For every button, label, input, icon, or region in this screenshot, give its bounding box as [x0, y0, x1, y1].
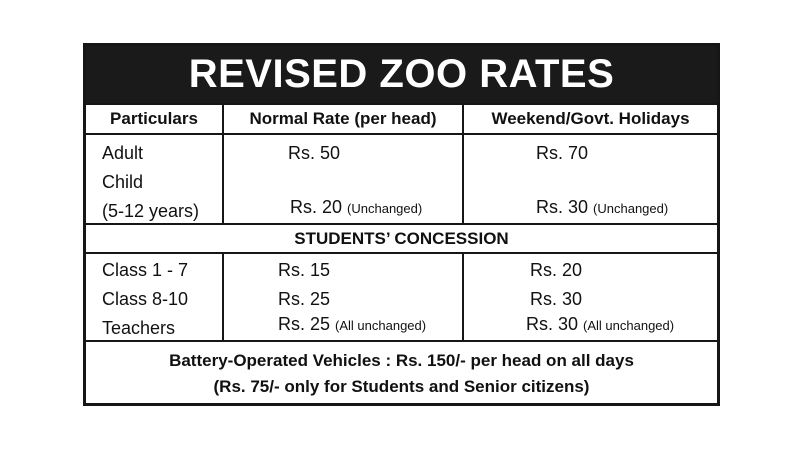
- header-particulars: Particulars: [110, 109, 198, 128]
- label-teachers: Teachers: [102, 318, 176, 338]
- teachers-normal-rate-row: [224, 314, 462, 343]
- child-weekend-note: (Unchanged): [593, 201, 669, 216]
- adult-normal-rate: Rs. 50: [288, 143, 341, 163]
- student-labels: [86, 254, 222, 340]
- notice-title: REVISED ZOO RATES: [86, 46, 717, 105]
- teachers-weekend-rate: Rs. 30: [526, 314, 579, 334]
- header-weekend-rate: Weekend/Govt. Holidays: [462, 105, 717, 133]
- label-child: Child: [102, 172, 144, 192]
- child-normal-rate-row: [224, 197, 462, 226]
- teachers-normal-note: (All unchanged): [335, 318, 427, 333]
- students-concession-heading: STUDENTS’ CONCESSION: [86, 225, 717, 254]
- teachers-weekend-rate-row: [464, 314, 717, 343]
- child-weekend-rate-row: [464, 197, 717, 226]
- general-normal-rates: [222, 135, 462, 223]
- zoo-rates-notice: [83, 43, 720, 406]
- adult-weekend-rate: Rs. 70: [536, 143, 589, 163]
- student-normal-rates: [222, 254, 462, 340]
- teachers-weekend-note: (All unchanged): [583, 318, 675, 333]
- header-normal-rate: Normal Rate (per head): [222, 105, 462, 133]
- class-8-10-normal-rate: Rs. 25: [278, 289, 331, 309]
- label-class-1-7: Class 1 - 7: [102, 260, 189, 280]
- label-child-age: (5-12 years): [102, 201, 200, 221]
- student-weekend-rates: [462, 254, 717, 340]
- general-labels: [86, 135, 222, 223]
- class-1-7-normal-rate: Rs. 15: [278, 260, 331, 280]
- battery-vehicle-line-1: Battery-Operated Vehicles : Rs. 150/- per head on all days: [169, 350, 634, 370]
- general-rates-section: [86, 135, 717, 225]
- general-weekend-rates: [462, 135, 717, 223]
- label-adult: Adult: [102, 143, 144, 163]
- student-rates-section: [86, 254, 717, 342]
- class-8-10-weekend-rate: Rs. 30: [530, 289, 583, 309]
- child-normal-rate: Rs. 20: [290, 197, 343, 217]
- child-normal-note: (Unchanged): [347, 201, 423, 216]
- table-header-row: [86, 105, 717, 135]
- child-weekend-rate: Rs. 30: [536, 197, 589, 217]
- teachers-normal-rate: Rs. 25: [278, 314, 331, 334]
- label-class-8-10: Class 8-10: [102, 289, 189, 309]
- battery-vehicle-note: [86, 342, 717, 405]
- class-1-7-weekend-rate: Rs. 20: [530, 260, 583, 280]
- battery-vehicle-line-2: (Rs. 75/- only for Students and Senior citizens): [213, 376, 590, 396]
